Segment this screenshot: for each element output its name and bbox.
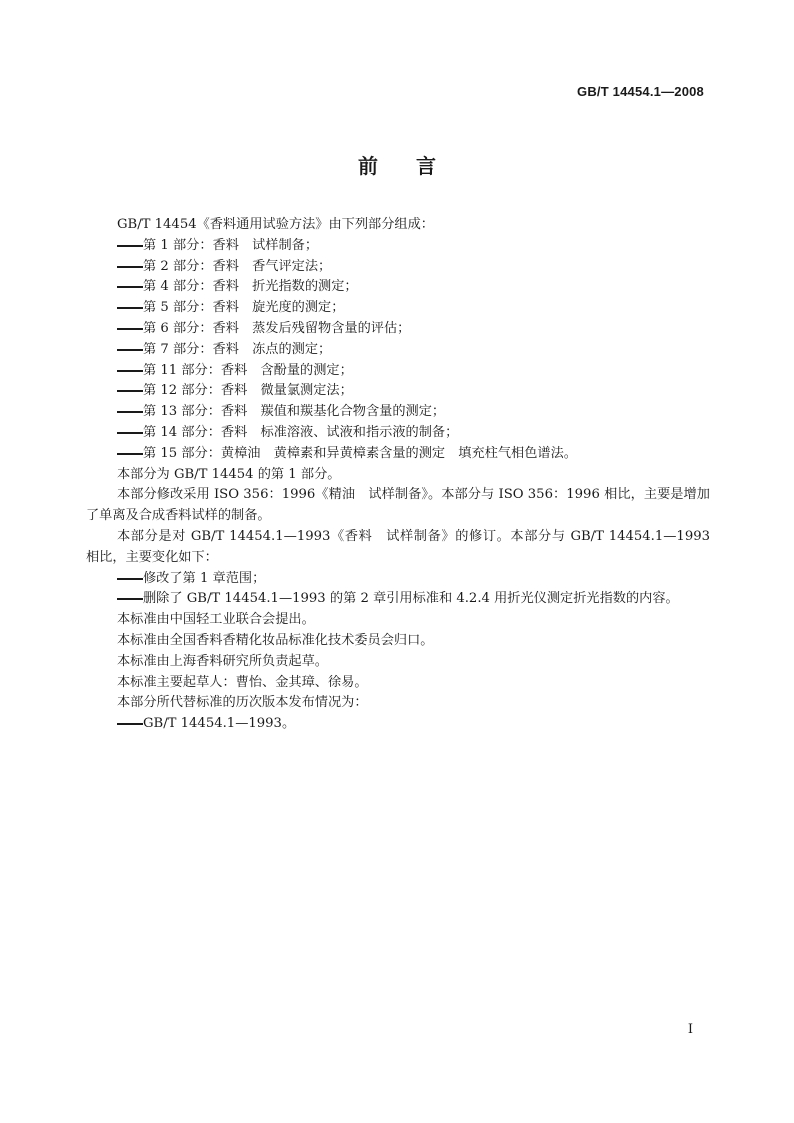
dash-mark bbox=[117, 431, 143, 434]
list-item: 第 5 部分：香料 旋光度的测定； bbox=[117, 298, 710, 319]
list-item: 第 12 部分：香料 微量氯测定法； bbox=[117, 381, 710, 402]
list-item: 第 11 部分：香料 含酚量的测定； bbox=[117, 361, 710, 382]
dash-mark bbox=[117, 265, 143, 268]
proposed-by: 本标准由中国轻工业联合会提出。 bbox=[117, 612, 315, 628]
history-list bbox=[86, 714, 710, 735]
document-body bbox=[86, 215, 710, 735]
intro-paragraph: GB/T 14454《香料通用试验方法》由下列部分组成： bbox=[117, 217, 434, 232]
list-item: 第 6 部分：香料 蒸发后残留物含量的评估； bbox=[117, 319, 710, 340]
list-item: 删除了 GB/T 14454.1—1993 的第 2 章引用标准和 4.2.4 用折光仪测定折光指数的内容。 bbox=[117, 589, 710, 610]
page-title: 前言 bbox=[358, 154, 474, 178]
standard-number: GB/T 14454.1—2008 bbox=[577, 84, 704, 99]
dash-mark bbox=[117, 369, 143, 372]
dash-mark bbox=[117, 327, 143, 330]
dash-mark bbox=[117, 597, 143, 600]
revision-paragraph: 本部分是对 GB/T 14454.1—1993《香料 试样制备》的修订。本部分与 GB/T 14454.1—1993 相比，主要变化如下： bbox=[86, 528, 710, 565]
history-intro: 本部分所代替标准的历次版本发布情况为： bbox=[117, 695, 368, 711]
dash-mark bbox=[117, 452, 143, 455]
drafters: 本标准主要起草人：曹怡、金其璋、徐易。 bbox=[117, 674, 368, 690]
managed-by: 本标准由全国香料香精化妆品标准化技术委员会归口。 bbox=[117, 632, 434, 648]
list-item: 第 7 部分：香料 冻点的测定； bbox=[117, 340, 710, 361]
dash-mark bbox=[117, 244, 143, 247]
list-item: GB/T 14454.1—1993。 bbox=[117, 714, 710, 735]
list-item: 第 4 部分：香料 折光指数的测定； bbox=[117, 277, 710, 298]
dash-mark bbox=[117, 410, 143, 413]
dash-mark bbox=[117, 389, 143, 392]
list-item: 修改了第 1 章范围； bbox=[117, 569, 710, 590]
dash-mark bbox=[117, 722, 143, 725]
parts-list bbox=[86, 236, 710, 465]
list-item: 第 15 部分：黄樟油 黄樟素和异黄樟素含量的测定 填充柱气相色谱法。 bbox=[117, 444, 710, 465]
changes-list bbox=[86, 569, 710, 611]
dash-mark bbox=[117, 285, 143, 288]
part-statement: 本部分为 GB/T 14454 的第 1 部分。 bbox=[117, 466, 341, 482]
drafted-by-org: 本标准由上海香料研究所负责起草。 bbox=[117, 653, 328, 669]
page-number: I bbox=[687, 1022, 693, 1037]
dash-mark bbox=[117, 577, 143, 580]
iso-adoption-paragraph: 本部分修改采用 ISO 356：1996《精油 试样制备》。本部分与 ISO 356：1996 相比，主要是增加了单离及合成香料试样的制备。 bbox=[86, 487, 710, 524]
list-item: 第 2 部分：香料 香气评定法； bbox=[117, 257, 710, 278]
list-item: 第 1 部分：香料 试样制备； bbox=[117, 236, 710, 257]
dash-mark bbox=[117, 348, 143, 351]
dash-mark bbox=[117, 306, 143, 309]
list-item: 第 14 部分：香料 标准溶液、试液和指示液的制备； bbox=[117, 423, 710, 444]
list-item: 第 13 部分：香料 羰值和羰基化合物含量的测定； bbox=[117, 402, 710, 423]
